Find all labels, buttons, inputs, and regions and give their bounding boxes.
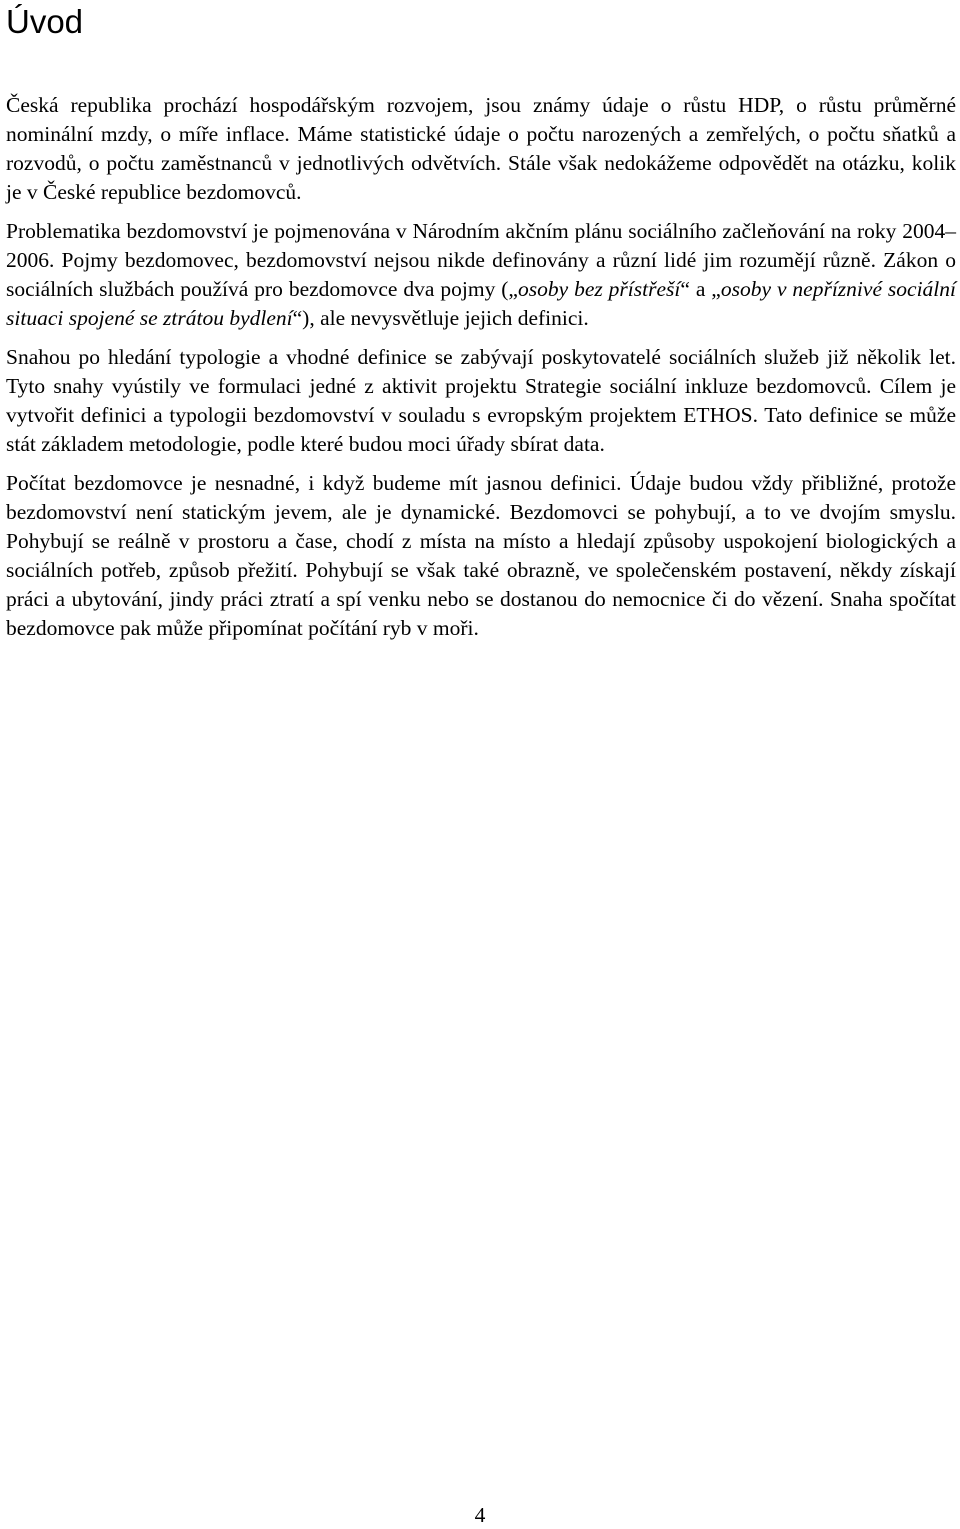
paragraph-2-text: Problematika bezdomovství je pojmenována v Národním akčním plánu sociálního začleňování na roky 2004–2006. Pojmy bezdomovec, bezdomovství nejsou nikde definovány a různí lidé jim rozumějí různě. Zákon o sociálních službách používá pro bezdomovce dva pojmy („ <box>6 219 956 301</box>
paragraph-3-text: Snahou po hledání typologie a vhodné definice se zabývají poskytovatelé sociálních služeb již několik let. Tyto snahy vyústily ve formulaci jedné z aktivit projektu Strategie sociální inkluze bezdomovců. Cílem je vytvořit definici a typologii bezdomovství v souladu s evropským projektem ETHOS. Tato definice se může stát základem metodologie, podle které budou moci úřady sbírat data. <box>6 345 956 456</box>
paragraph-2 <box>6 217 956 333</box>
term-osoby-v-nepriznive-situaci: osoby v nepříznivé sociální situaci spojené se ztrátou bydlení <box>6 277 956 330</box>
paragraph-2-ending: “), ale nevysvětluje jejich definici. <box>292 306 589 330</box>
paragraph-4-text: Počítat bezdomovce je nesnadné, i když budeme mít jasnou definici. Údaje budou vždy přibližné, protože bezdomovství není statickým jevem, ale je dynamické. Bezdomovci se pohybují, a to ve dvojím smyslu. Pohybují se reálně v prostoru a čase, chodí z místa na místo a hledají způsoby uspokojení biologických a sociálních potřeb, způsob přežití. Pohybují se však také obrazně, ve společenském postavení, někdy získají práci a ubytování, jindy práci ztratí a spí venku nebo se dostanou do nemocnice či do vězení. Snaha spočítat bezdomovce pak může připomínat počítání ryb v moři. <box>6 471 956 640</box>
section-title: Úvod <box>6 3 84 40</box>
paragraph-4 <box>6 469 956 643</box>
page-number: 4 <box>474 1503 486 1527</box>
paragraph-1-text: Česká republika prochází hospodářským rozvojem, jsou známy údaje o růstu HDP, o růstu průměrné nominální mzdy, o míře inflace. Máme statistické údaje o počtu narozených a zemřelých, o počtu sňatků a rozvodů, o počtu zaměstnanců v jednotlivých odvětvích. Stále však nedokážeme odpovědět na otázku, kolik je v České republice bezdomovců. <box>6 93 956 204</box>
term-osoby-bez-pristresi: osoby bez přístřeší <box>517 277 681 301</box>
paragraph-2-quote-connector: “ a „ <box>680 277 721 301</box>
body-text <box>6 91 956 643</box>
paragraph-3 <box>6 343 956 459</box>
document-page <box>6 0 956 653</box>
paragraph-1 <box>6 91 956 207</box>
